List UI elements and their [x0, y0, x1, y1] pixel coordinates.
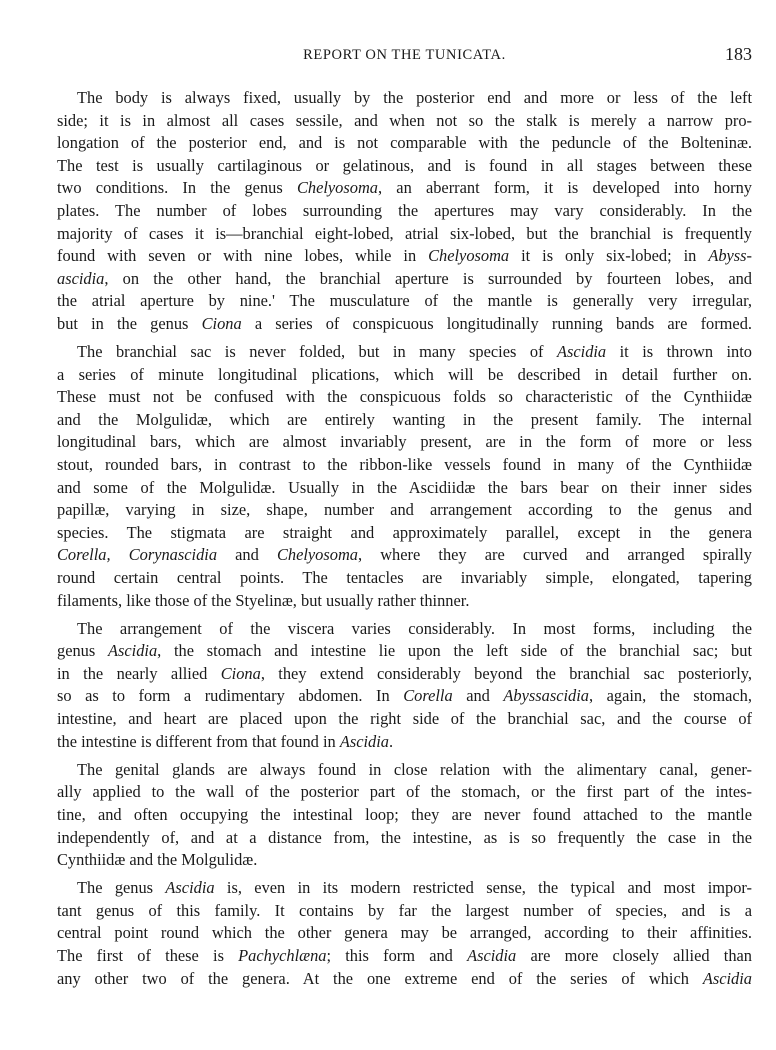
text-run: central point round which the other genera may be arranged, according to their affinities. [57, 923, 752, 943]
text-line [57, 177, 752, 200]
page-header [57, 44, 752, 68]
text-run: tine, and often occupying the intestinal loop; they are never found attached to the mantle [57, 804, 752, 824]
paragraph [57, 759, 752, 872]
text-line [57, 87, 752, 110]
text-run: genus [57, 641, 108, 661]
text-line [57, 544, 752, 567]
italic-text: Ascidia [702, 968, 752, 988]
text-run: round certain central points. The tentacles are invariably simple, elongated, tapering [57, 567, 752, 587]
italic-text: Pachychlæna [238, 945, 327, 965]
text-run: plates. The number of lobes surrounding the apertures may vary considerably. In the [57, 200, 752, 220]
text-run: a series of conspicuous longitudinally running bands are formed. [241, 313, 752, 333]
text-line [57, 900, 752, 923]
text-run: majority of cases it is—branchial eight-lobed, atrial six-lobed, but the branchial is frequently [57, 223, 752, 243]
text-run: , the stomach and intestine lie upon the left side of the branchial sac; but [157, 641, 752, 661]
text-run: it is thrown into [606, 342, 752, 362]
text-run: species. The stigmata are straight and approximately parallel, except in the genera [57, 522, 752, 542]
page-number: 183 [725, 44, 752, 64]
text-run: longitudinal bars, which are almost invariably present, are in the form of more or less [57, 432, 752, 452]
text-line [57, 877, 752, 900]
text-run: intestine, and heart are placed upon the right side of the branchial sac, and the course of [57, 709, 752, 729]
text-run: are more closely allied than [516, 945, 752, 965]
text-line [57, 200, 752, 223]
text-line [57, 110, 752, 133]
text-run: The body is always fixed, usually by the posterior end and more or less of the left [77, 88, 752, 107]
text-line [57, 759, 752, 782]
text-line [57, 155, 752, 178]
italic-text: Ascidia [556, 342, 607, 362]
text-line [57, 781, 752, 804]
paragraph [57, 877, 752, 990]
text-run: any other two of the genera. At the one extreme end of the series of which [57, 968, 703, 988]
italic-text: Chelyosoma [296, 178, 378, 198]
text-line [57, 567, 752, 590]
text-run: papillæ, varying in size, shape, number and arrangement according to the genus and [57, 500, 752, 520]
text-run: independently of, and at a distance from, the intestine, as is so frequently the case in the [57, 827, 752, 847]
text-run: The branchial sac is never folded, but in many species of [77, 342, 557, 362]
text-line [57, 409, 752, 432]
text-run: and [217, 545, 277, 565]
paragraph [57, 87, 752, 336]
text-line [57, 386, 752, 409]
text-line [57, 849, 752, 872]
italic-text: Ascidia [165, 878, 215, 898]
text-run: it is only six-lobed; in [509, 246, 709, 266]
text-run: filaments, like those of the Styelinæ, but usually rather thinner. [57, 590, 470, 610]
text-run: These must not be confused with the conspicuous folds so characteristic of the Cynthiidæ [57, 387, 752, 407]
italic-text: Ascidia [339, 731, 389, 751]
text-run: , they extend considerably beyond the branchial sac posteriorly, [260, 663, 752, 683]
text-run: and the Molgulidæ, which are entirely wanting in the present family. The internal [57, 409, 752, 429]
text-line [57, 477, 752, 500]
text-run: in the nearly allied [57, 663, 221, 683]
italic-text: Abyssascidia [503, 686, 589, 706]
text-line [57, 223, 752, 246]
text-line [57, 618, 752, 641]
italic-text: Ascidia [467, 945, 517, 965]
italic-text: ascidia [57, 268, 105, 288]
text-line [57, 341, 752, 364]
page-body [57, 87, 752, 990]
text-line [57, 364, 752, 387]
text-line [57, 431, 752, 454]
italic-text: Ciona [220, 663, 261, 683]
text-run: , again, the stomach, [588, 686, 752, 706]
text-line [57, 804, 752, 827]
text-run: but in the genus [57, 313, 202, 333]
text-line [57, 499, 752, 522]
text-run: tant genus of this family. It contains by far the largest number of species, and is a [57, 900, 752, 920]
text-run: so as to form a rudimentary abdomen. In [57, 686, 404, 706]
text-line [57, 945, 752, 968]
text-line [57, 708, 752, 731]
text-line [57, 922, 752, 945]
text-line [57, 313, 752, 336]
running-title: REPORT ON THE TUNICATA. [303, 47, 506, 63]
text-run: Cynthiidæ and the Molgulidæ. [57, 850, 258, 870]
text-run: two conditions. In the genus [57, 178, 297, 198]
text-run: , an aberrant form, it is developed into horny [377, 178, 752, 198]
text-run: The test is usually cartilaginous or gelatinous, and is found in all stages between these [57, 155, 752, 175]
text-line [57, 268, 752, 291]
italic-text: Ascidia [107, 641, 158, 661]
text-run: a series of minute longitudinal plications, which will be described in detail further on. [57, 364, 752, 384]
text-line [57, 590, 752, 613]
italic-text: Ciona [201, 313, 242, 333]
text-run: and some of the Molgulidæ. Usually in the Ascidiidæ the bars bear on their inner sides [57, 477, 752, 497]
text-run: The first of these is [57, 945, 239, 965]
text-run: ; this form and [326, 945, 468, 965]
text-run: is, even in its modern restricted sense, the typical and most impor- [214, 878, 752, 898]
paragraph [57, 618, 752, 754]
text-run: , on the other hand, the branchial aperture is surrounded by fourteen lobes, and [104, 268, 752, 288]
text-run: stout, rounded bars, in contrast to the ribbon-like vessels found in many of the Cynthiidæ [57, 455, 752, 474]
text-run: side; it is in almost all cases sessile, and when not so the stalk is merely a narrow pro- [57, 110, 752, 130]
text-line [57, 245, 752, 268]
text-run: The arrangement of the viscera varies considerably. In most forms, including the [77, 618, 752, 638]
text-line [57, 132, 752, 155]
italic-text: Chelyosoma [276, 545, 358, 565]
text-run: and [452, 686, 504, 706]
text-line [57, 522, 752, 545]
text-line [57, 290, 752, 313]
text-line [57, 640, 752, 663]
italic-text: Abyss- [708, 246, 753, 266]
text-run: longation of the posterior end, and is not comparable with the peduncle of the Bolteninæ. [57, 133, 752, 153]
text-line [57, 731, 752, 754]
text-line [57, 685, 752, 708]
text-run: The genital glands are always found in close relation with the alimentary canal, gener- [77, 759, 752, 779]
italic-text: Corella, Corynascidia [57, 545, 218, 565]
text-run: the intestine is different from that found in [57, 731, 340, 751]
text-line [57, 827, 752, 850]
text-line [57, 663, 752, 686]
text-line [57, 968, 752, 991]
text-run: ally applied to the wall of the posterior part of the stomach, or the first part of the intes- [57, 782, 752, 802]
italic-text: Chelyosoma [428, 246, 510, 266]
text-run: . [389, 731, 394, 751]
text-run: The genus [77, 878, 166, 898]
italic-text: Corella [403, 686, 453, 706]
paragraph [57, 341, 752, 612]
text-line [57, 454, 752, 477]
text-run: the atrial aperture by nine.' The musculature of the mantle is generally very irregular, [57, 291, 752, 311]
text-run: , where they are curved and arranged spirally [358, 545, 752, 565]
text-run: found with seven or with nine lobes, while in [57, 246, 429, 266]
